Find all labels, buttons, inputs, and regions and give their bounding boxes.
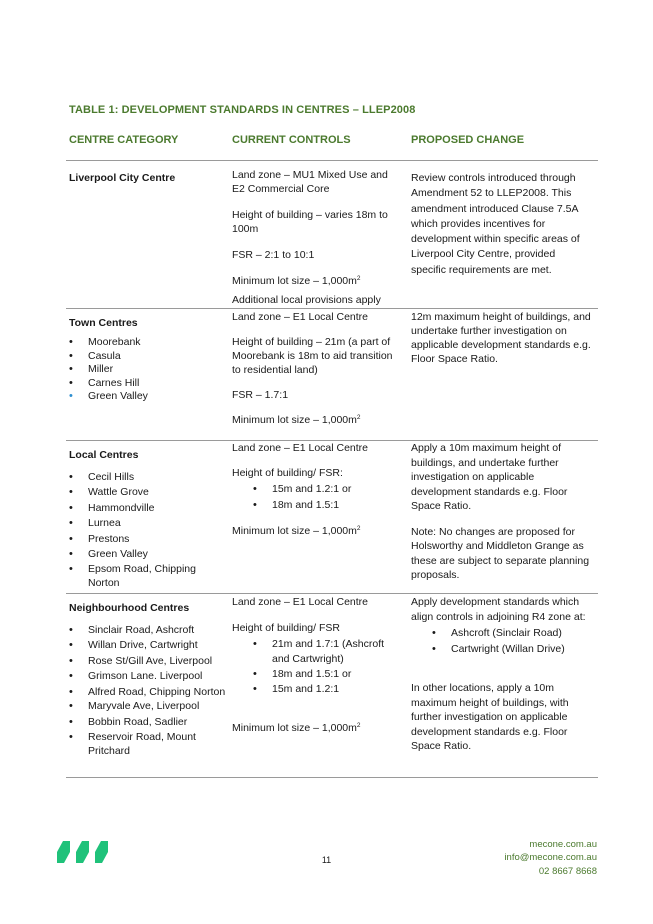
- height-options-list: [232, 482, 402, 513]
- list-item: • Green Valley: [69, 547, 224, 562]
- land-zone-text: Land zone – MU1 Mixed Use and E2 Commercial Core: [232, 169, 388, 195]
- header-current-controls: CURRENT CONTROLS: [232, 134, 351, 146]
- page-number: 11: [321, 855, 332, 865]
- list-item: • Lurnea: [69, 516, 224, 531]
- list-item: • Cecil Hills: [69, 470, 224, 485]
- neighbourhood-centre-list: [69, 623, 227, 759]
- row-neighbourhood-controls: [232, 595, 402, 735]
- row-town-controls: [232, 310, 402, 427]
- min-lot-text: [232, 524, 402, 538]
- row-divider: [66, 308, 598, 309]
- land-zone-text: Land zone – E1 Local Centre: [232, 311, 369, 323]
- superscript: 2: [356, 722, 361, 729]
- proposed-locations-list: [411, 626, 593, 657]
- header-centre-category: CENTRE CATEGORY: [69, 134, 179, 146]
- list-item: • Maryvale Ave, Liverpool: [69, 699, 227, 714]
- row-town-proposed: [411, 310, 593, 366]
- row-local-proposed: [411, 441, 593, 583]
- min-lot-label: Minimum lot size – 1,000m: [232, 414, 357, 426]
- proposed-intro-text: Apply development standards which align controls in adjoining R4 zone at:: [411, 596, 586, 623]
- list-item: • Hammondville: [69, 501, 224, 516]
- website-link[interactable]: mecone.com.au: [529, 839, 597, 850]
- footer-contact: [504, 838, 597, 878]
- proposed-other-text: In other locations, apply a 10m maximum height of buildings, with further investigation on applicable development standards e.g. Floor Space Ratio.: [411, 682, 569, 752]
- list-item: • Reservoir Road, Mount Pritchard: [69, 730, 227, 759]
- email-link[interactable]: info@mecone.com.au: [504, 852, 597, 864]
- height-text: Height of building – 21m (a part of Moorebank is 18m to aid transition to residential land): [232, 336, 393, 376]
- min-lot-text: [232, 274, 402, 288]
- height-options-list: [232, 637, 402, 697]
- list-item: • Grimson Lane. Liverpool: [69, 669, 227, 684]
- list-item: • 18m and 1.5:1 or: [232, 667, 402, 682]
- row-liverpool-category: [69, 171, 219, 185]
- list-item: • Rose St/Gill Ave, Liverpool: [69, 654, 227, 669]
- list-item: • Willan Drive, Cartwright: [69, 638, 227, 653]
- list-item: • Bobbin Road, Sadlier: [69, 715, 227, 730]
- min-lot-label: Minimum lot size – 1,000m: [232, 722, 357, 734]
- height-label: Height of building/ FSR: [232, 622, 340, 634]
- superscript: 2: [356, 275, 361, 282]
- height-text: Height of building – varies 18m to 100m: [232, 209, 388, 235]
- superscript: 2: [356, 414, 361, 421]
- fsr-text: FSR – 2:1 to 10:1: [232, 249, 315, 261]
- height-label: Height of building/ FSR:: [232, 467, 343, 479]
- header-divider: [66, 160, 598, 161]
- list-item: • Cartwright (Willan Drive): [411, 642, 593, 658]
- list-item: • Moorebank: [69, 336, 219, 350]
- list-item: • Ashcroft (Sinclair Road): [411, 626, 593, 642]
- table-title: TABLE 1: DEVELOPMENT STANDARDS IN CENTRES – LLEP2008: [69, 104, 416, 116]
- row-liverpool-proposed: [411, 171, 593, 278]
- list-item: • 15m and 1.2:1 or: [232, 482, 402, 498]
- proposed-text: Review controls introduced through Amendment 52 to LLEP2008. This amendment introduced Clause 7.5A which provides incentives for development within specific areas of Liverpool City Centre, provided specific requirements are met.: [411, 172, 580, 276]
- list-item: • Prestons: [69, 532, 224, 547]
- local-centre-list: [69, 470, 224, 590]
- list-item: • Epsom Road, Chipping Norton: [69, 562, 224, 590]
- min-lot-text: [232, 413, 402, 427]
- min-lot-label: Minimum lot size – 1,000m: [232, 525, 357, 537]
- phone-number: 02 8667 8668: [538, 865, 597, 877]
- list-item: • 21m and 1.7:1 (Ashcroft and Cartwright): [232, 637, 402, 667]
- row-local-category: [69, 448, 224, 590]
- category-title: Neighbourhood Centres: [69, 602, 190, 614]
- superscript: 2: [356, 525, 361, 532]
- list-item: • Casula: [69, 350, 219, 364]
- note-text: Note: No changes are proposed for Holsworthy and Middleton Grange as these are subject to separate planning proposals.: [411, 525, 590, 581]
- additional-text: Additional local provisions apply: [232, 294, 381, 306]
- list-item: • Alfred Road, Chipping Norton: [69, 685, 227, 700]
- row-local-controls: [232, 441, 402, 538]
- category-title: Liverpool City Centre: [69, 172, 176, 184]
- min-lot-text: [232, 721, 402, 735]
- list-item: • Sinclair Road, Ashcroft: [69, 623, 227, 638]
- row-divider: [66, 593, 598, 594]
- list-item: • Wattle Grove: [69, 485, 224, 500]
- row-town-category: [69, 316, 219, 404]
- fsr-text: FSR – 1.7:1: [232, 389, 289, 401]
- category-title: Local Centres: [69, 449, 139, 461]
- row-liverpool-controls: [232, 168, 402, 307]
- row-neighbourhood-category: [69, 601, 227, 759]
- land-zone-text: Land zone – E1 Local Centre: [232, 596, 369, 608]
- proposed-text: 12m maximum height of buildings, and undertake further investigation on applicable development standards e.g. Floor Space Ratio.: [411, 311, 591, 365]
- land-zone-text: Land zone – E1 Local Centre: [232, 442, 369, 454]
- list-item: • 15m and 1.2:1: [232, 682, 402, 697]
- header-proposed-change: PROPOSED CHANGE: [411, 134, 525, 146]
- category-title: Town Centres: [69, 317, 138, 329]
- list-item: • Green Valley: [69, 390, 219, 404]
- list-item: • 18m and 1.5:1: [232, 498, 402, 514]
- town-centre-list: [69, 336, 219, 404]
- list-item: • Miller: [69, 363, 219, 377]
- row-neighbourhood-proposed: [411, 595, 593, 754]
- list-item: • Carnes Hill: [69, 377, 219, 391]
- min-lot-label: Minimum lot size – 1,000m: [232, 275, 357, 287]
- table-bottom-divider: [66, 777, 598, 778]
- proposed-text: Apply a 10m maximum height of buildings, and undertake further investigation on applicable development standards e.g. Floor Space Ratio.: [411, 442, 568, 512]
